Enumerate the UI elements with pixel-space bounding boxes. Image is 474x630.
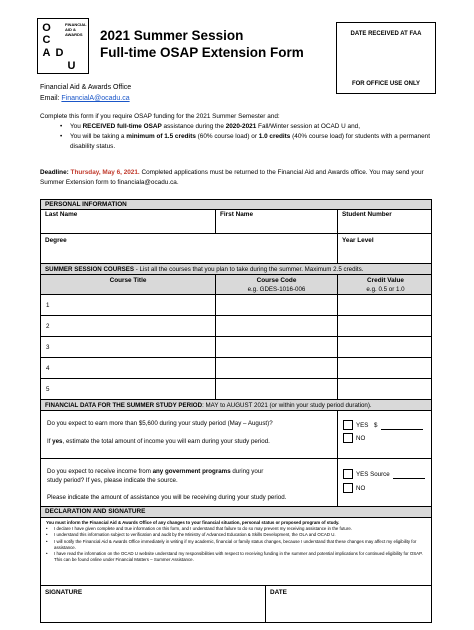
- course-code-input[interactable]: [216, 295, 338, 315]
- earnings-no-checkbox[interactable]: [343, 433, 353, 443]
- email-link[interactable]: FinancialA@ocadu.ca: [61, 95, 130, 102]
- office-contact: [40, 82, 131, 104]
- logo-subtitle: FINANCIAL AID & AWARDS: [65, 22, 87, 37]
- first-name-field[interactable]: [216, 210, 338, 233]
- logo-letter: A: [42, 47, 51, 59]
- courses-heading-note: - List all the courses that you plan to take during the summer. Maximum 2.5 credits.: [134, 266, 364, 273]
- date-field[interactable]: [266, 586, 433, 622]
- logo-letter: O: [42, 22, 51, 34]
- earnings-dollar-label: $: [374, 422, 378, 429]
- earnings-no-label: NO: [356, 435, 366, 442]
- declaration-item: • I have read the information on the OCAD U website understand my responsibilities with respect to receiving funding in the summer and potential implications for continued eligibility for OSAP. This can be found online under Financial Matters – Summer Assistance.: [46, 551, 426, 563]
- intro-bullet-2: • You will be taking a minimum of 1.5 credits (60% course load) or 1.0 credits (40% course load) for students with a permanent disability status.: [60, 132, 440, 152]
- course-row-number: 5: [46, 386, 50, 393]
- courses-heading: SUMMER SESSION COURSES: [45, 266, 135, 273]
- first-name-label: First Name: [220, 211, 254, 218]
- declaration-item: • I will notify the Financial Aid & Awards Office immediately in writing if my academic, financial or family status changes, because I understand that these changes may affect my eligibility for assistance.: [46, 539, 426, 551]
- deadline-date: Thursday, May 6, 2021.: [70, 169, 140, 176]
- intro-lead: Complete this form if you require OSAP funding for the 2021 Summer Semester and:: [40, 113, 280, 120]
- email-label: Email:: [40, 95, 60, 102]
- personal-heading-row: [41, 200, 431, 210]
- course-code-input[interactable]: [216, 316, 338, 336]
- signature-row: [41, 586, 431, 622]
- signature-field[interactable]: [41, 586, 266, 622]
- course-row[interactable]: [41, 379, 431, 400]
- year-level-field[interactable]: [338, 234, 433, 263]
- degree-row: [41, 234, 431, 264]
- financial-heading-note: : MAY to AUGUST 2021 (or within your study period duration).: [202, 402, 372, 409]
- earnings-amount-input[interactable]: [381, 429, 423, 430]
- deadline-label: Deadline:: [40, 169, 71, 176]
- date-label: DATE: [270, 589, 287, 596]
- declaration-heading-row: [41, 507, 431, 518]
- signature-label: SIGNATURE: [45, 589, 83, 596]
- government-yes-source-label: YES Source: [356, 471, 390, 478]
- course-code-input[interactable]: [216, 379, 338, 399]
- ocadu-logo: [37, 18, 89, 74]
- intro-bullet-1: • You RECEIVED full-time OSAP assistance during the 2020-2021 Fall/Winter session at OCAD U and,: [60, 122, 440, 132]
- course-row-number: 4: [46, 365, 50, 372]
- earnings-yes-label: YES: [356, 422, 369, 429]
- government-no-checkbox[interactable]: [343, 483, 353, 493]
- col-credit-value: Credit Value: [367, 277, 404, 284]
- course-code-input[interactable]: [216, 337, 338, 357]
- earnings-yes-checkbox[interactable]: [343, 420, 353, 430]
- office-name: Financial Aid & Awards Office: [40, 84, 132, 91]
- faa-date-received-label: DATE RECEIVED AT FAA: [350, 31, 422, 37]
- degree-label: Degree: [45, 237, 67, 244]
- government-no-label: NO: [356, 485, 366, 492]
- declaration-lead: You must inform the Financial Aid & Awards Office of any changes to your financial situation, personal status or proposed program of study.: [46, 520, 340, 525]
- degree-field[interactable]: [41, 234, 338, 263]
- course-code-input[interactable]: [216, 358, 338, 378]
- earnings-question-row: [41, 411, 431, 459]
- last-name-field[interactable]: [41, 210, 216, 233]
- student-number-field[interactable]: [338, 210, 433, 233]
- course-row[interactable]: [41, 295, 431, 316]
- faa-office-use-label: FOR OFFICE USE ONLY: [351, 81, 421, 87]
- government-amount-prompt: Please indicate the amount of assistance you will be receiving during your study period.: [47, 494, 287, 501]
- courses-column-headers: [41, 275, 431, 295]
- earnings-estimate-prompt: If yes, estimate the total amount of income you will earn during your study period.: [47, 438, 270, 445]
- col-course-code: Course Code: [256, 277, 297, 284]
- financial-heading: FINANCIAL DATA FOR THE SUMMER STUDY PERIOD: [45, 402, 203, 409]
- intro-section: [40, 112, 440, 152]
- declaration-heading: DECLARATION AND SIGNATURE: [45, 508, 146, 515]
- government-yes-checkbox[interactable]: [343, 469, 353, 479]
- faa-office-box: [336, 22, 436, 94]
- deadline-notice: [40, 168, 440, 188]
- declaration-item: • I declare I have given complete and true information on this form, and I understand that failure to do so may prevent my receiving assistance in the future.: [46, 526, 426, 532]
- logo-letter: D: [55, 47, 64, 59]
- form-title: [100, 27, 304, 61]
- declaration-item: • I understand this information subject to verification and audit by the Ministry of Advanced Education & Skills Development, the OLA and OCAD U.: [46, 532, 426, 538]
- courses-heading-row: [41, 264, 431, 275]
- course-row[interactable]: [41, 316, 431, 337]
- course-row-number: 3: [46, 344, 50, 351]
- last-name-label: Last Name: [45, 211, 78, 218]
- government-source-input[interactable]: [393, 478, 425, 479]
- col-course-code-example: e.g. GDES-1016-006: [247, 286, 306, 293]
- course-row[interactable]: [41, 358, 431, 379]
- logo-letter: C: [42, 34, 51, 46]
- title-line-2: Full-time OSAP Extension Form: [100, 45, 304, 60]
- deadline-text: Completed applications must be returned to the Financial Aid and Awards office. You may send your Summer Extension form to financiala@ocadu.ca.: [40, 169, 424, 186]
- course-row-number: 1: [46, 302, 50, 309]
- personal-heading: PERSONAL INFORMATION: [45, 201, 127, 208]
- earnings-question: Do you expect to earn more than $5,600 during your study period (May – August)?: [47, 420, 273, 427]
- government-question: Do you expect to receive income from any government programs during your study period? If yes, please indicate the source.: [47, 468, 264, 484]
- title-line-1: 2021 Summer Session: [100, 28, 244, 43]
- government-question-row: [41, 459, 431, 507]
- year-level-label: Year Level: [342, 237, 374, 244]
- application-form: [40, 199, 432, 623]
- logo-letter: U: [67, 60, 76, 72]
- declaration-body: [41, 518, 431, 586]
- student-number-label: Student Number: [342, 211, 392, 218]
- col-course-title: Course Title: [109, 277, 147, 284]
- course-row[interactable]: [41, 337, 431, 358]
- name-row: [41, 210, 431, 234]
- course-row-number: 2: [46, 323, 50, 330]
- financial-heading-row: [41, 400, 431, 411]
- col-credit-example: e.g. 0.5 or 1.0: [366, 286, 405, 293]
